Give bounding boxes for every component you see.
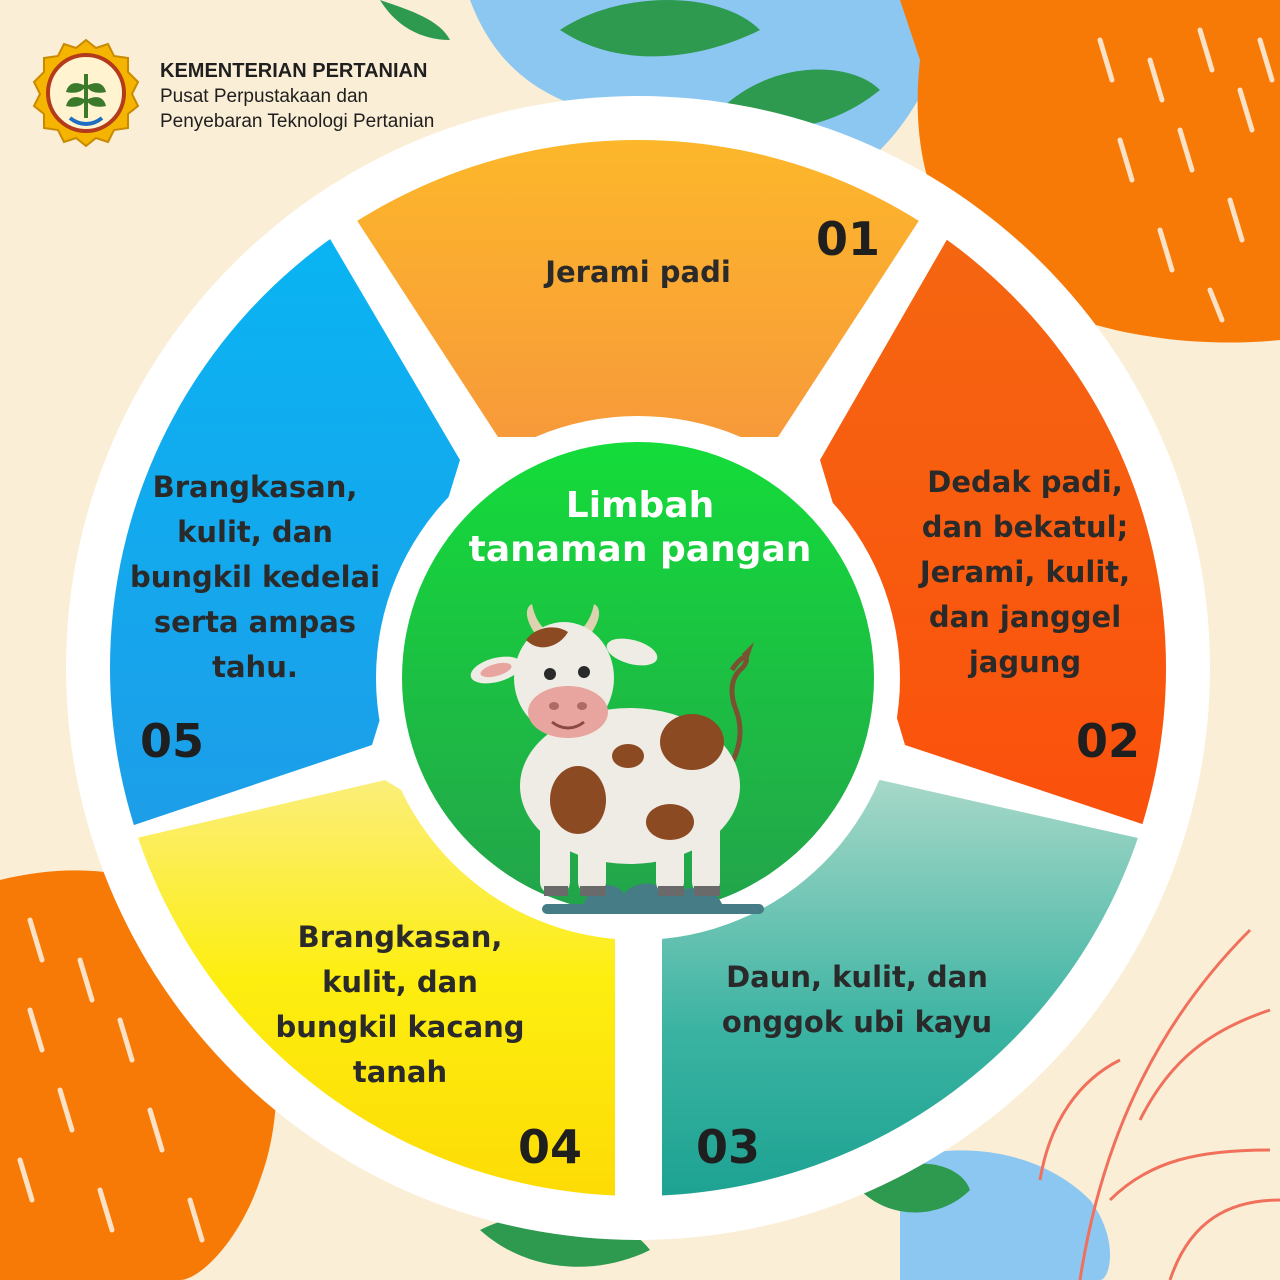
segment-02-line: jagung bbox=[968, 645, 1082, 679]
segment-03-line: onggok ubi kayu bbox=[721, 1005, 993, 1039]
segment-04-number: 04 bbox=[518, 1120, 583, 1174]
segment-02-number: 02 bbox=[1076, 714, 1141, 768]
segment-03-line: Daun, kulit, dan bbox=[726, 960, 988, 994]
segment-03-number: 03 bbox=[696, 1120, 761, 1174]
segment-05-line: serta ampas bbox=[153, 605, 357, 639]
segment-02-line: Dedak padi, bbox=[927, 465, 1123, 499]
segment-04-label bbox=[255, 915, 545, 1095]
cow-icon bbox=[460, 600, 780, 920]
segment-04-line: bungkil kacang bbox=[275, 1010, 525, 1044]
segment-05-line: tahu. bbox=[212, 650, 298, 684]
segment-01-label bbox=[498, 250, 778, 295]
segment-04-line: Brangkasan, bbox=[297, 920, 503, 954]
center-title-line2: tanaman pangan bbox=[468, 529, 812, 570]
segment-05-line: Brangkasan, bbox=[152, 470, 358, 504]
segment-05-number: 05 bbox=[140, 714, 205, 768]
center-title-line1: Limbah bbox=[565, 485, 715, 526]
segment-05-line: bungkil kedelai bbox=[129, 560, 381, 594]
segment-02-line: dan janggel bbox=[928, 600, 1122, 634]
org-unit-line2: Penyebaran Teknologi Pertanian bbox=[160, 111, 435, 132]
segment-04-line: tanah bbox=[352, 1055, 448, 1089]
segment-01-line: Jerami padi bbox=[545, 255, 731, 289]
segment-05-label bbox=[110, 465, 400, 690]
segment-05-line: kulit, dan bbox=[177, 515, 333, 549]
org-unit-line1: Pusat Perpustakaan dan bbox=[160, 86, 369, 107]
segment-02-line: dan bekatul; bbox=[921, 510, 1129, 544]
org-name: KEMENTERIAN PERTANIAN bbox=[160, 60, 428, 82]
segment-01-number: 01 bbox=[816, 212, 881, 266]
segment-04-line: kulit, dan bbox=[322, 965, 478, 999]
center-title bbox=[430, 484, 850, 572]
segment-02-line: Jerami, kulit, bbox=[919, 555, 1131, 589]
segment-02-label bbox=[900, 460, 1150, 685]
segment-03-label bbox=[712, 955, 1002, 1045]
